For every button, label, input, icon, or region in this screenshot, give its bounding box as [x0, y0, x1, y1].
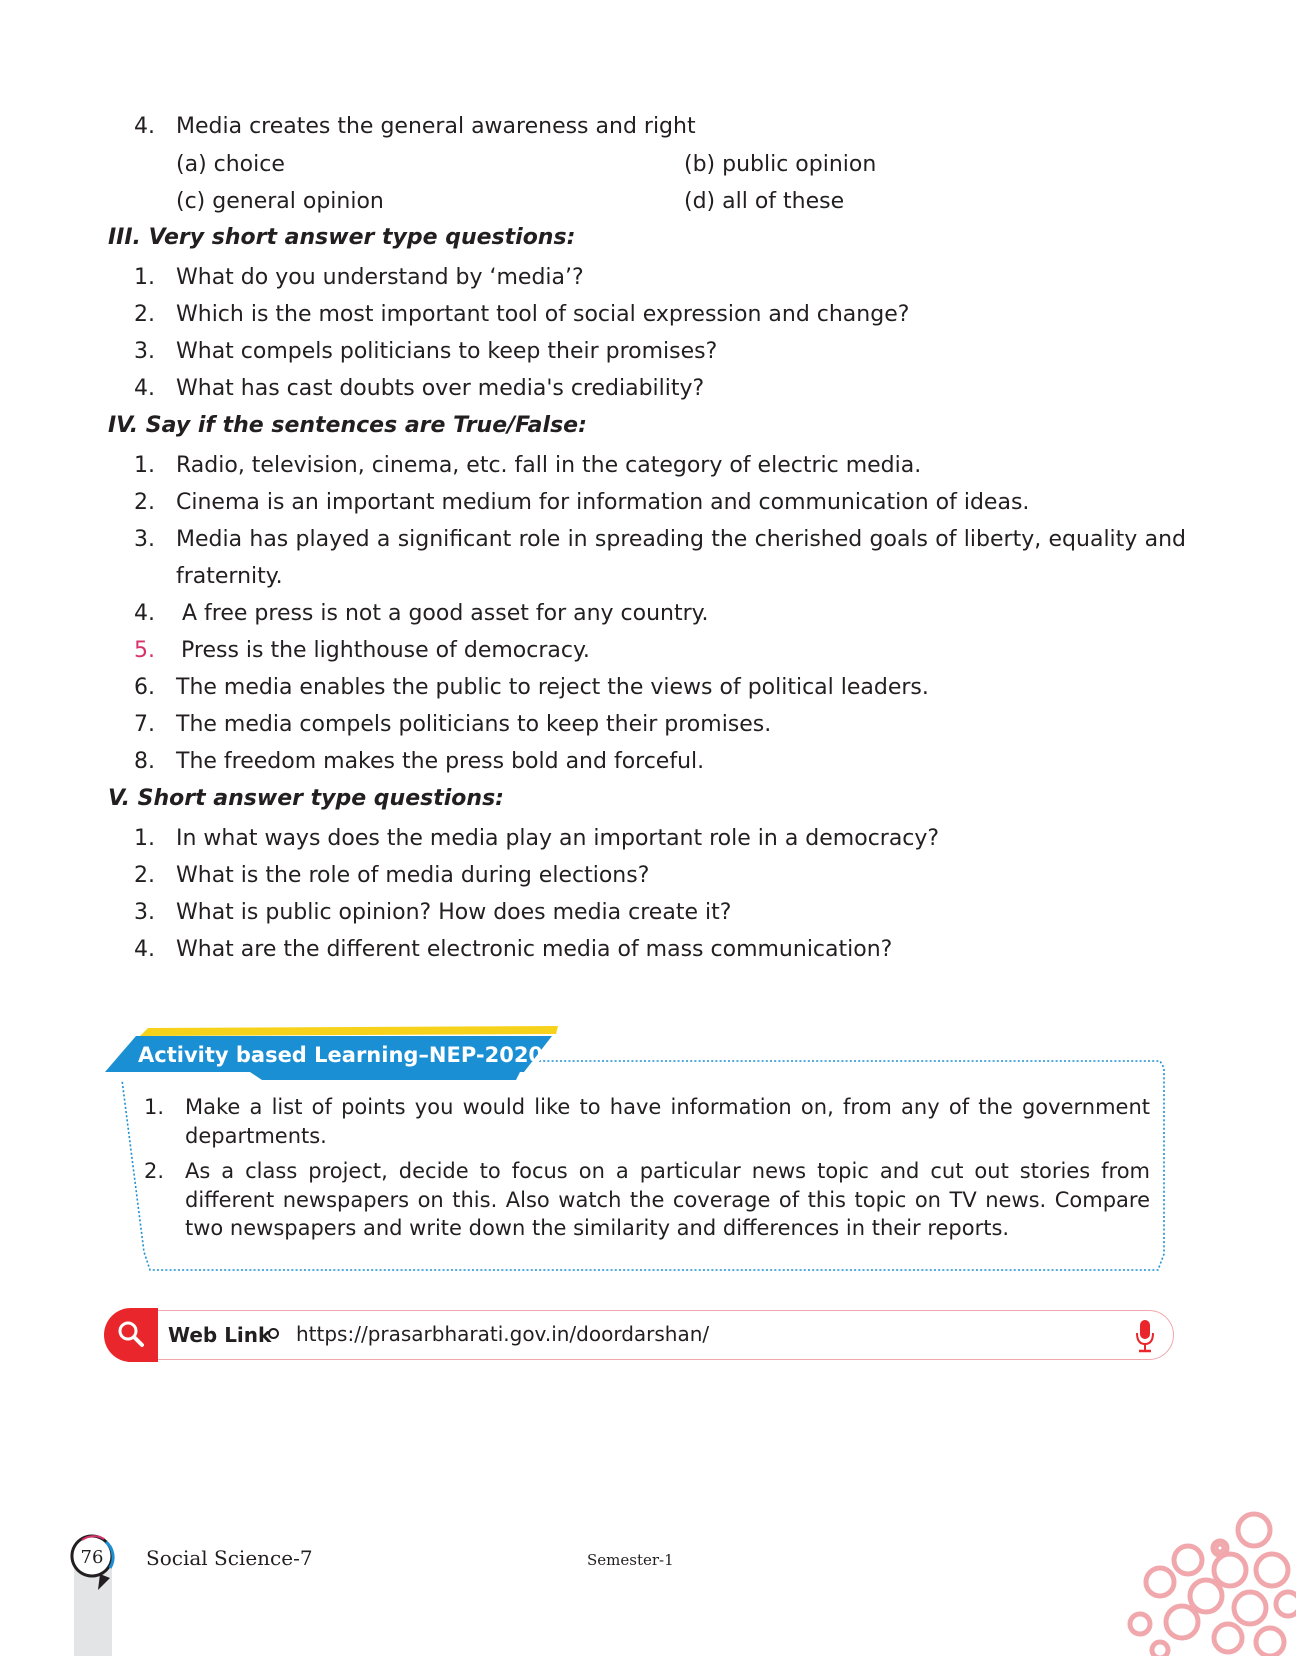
question-number: 4. [134, 114, 155, 139]
semester-label: Semester-1 [587, 1551, 674, 1569]
item-number: 2. [134, 302, 155, 327]
option-b: (b) public opinion [684, 152, 877, 177]
banner-yellow-stripe [140, 1026, 558, 1036]
page-number: 76 [80, 1547, 104, 1568]
item-number: 1. [134, 265, 155, 290]
search-badge [104, 1308, 158, 1362]
item-number: 4. [134, 376, 155, 401]
list-item [134, 931, 1186, 968]
item-text: What is public opinion? How does media create it? [176, 900, 732, 925]
item-text: Make a list of points you would like to have information on, from any of the government departments. [185, 1095, 1150, 1148]
mcq-question [134, 108, 1186, 145]
list-item [134, 484, 1186, 521]
item-text: Cinema is an important medium for information and communication of ideas. [176, 490, 1030, 515]
section-heading: IV. Say if the sentences are True/False: [108, 413, 587, 438]
item-text: In what ways does the media play an important role in a democracy? [176, 826, 940, 851]
banner-blue-tail [250, 1072, 520, 1080]
item-number: 1. [144, 1095, 165, 1119]
item-text: What compels politicians to keep their promises? [176, 339, 718, 364]
item-number: 7. [134, 712, 155, 737]
list-item [134, 743, 1186, 780]
web-link-url[interactable]: https://prasarbharati.gov.in/doordarshan/ [296, 1322, 710, 1346]
list-item [134, 521, 1186, 595]
activity-item [144, 1093, 1150, 1150]
item-number: 8. [134, 749, 155, 774]
microphone-icon[interactable] [1134, 1318, 1156, 1354]
bullet-circle-icon [268, 1328, 279, 1339]
item-text: As a class project, decide to focus on a particular news topic and cut out stories from different newspapers on this. Also watch the coverage of this topic on TV news. Compare two newspapers and write down the similarity and differences in their reports. [185, 1159, 1150, 1240]
item-text: What are the different electronic media of mass communication? [176, 937, 893, 962]
item-number: 2. [134, 863, 155, 888]
search-icon [104, 1308, 158, 1362]
item-number: 3. [134, 339, 155, 364]
item-number: 1. [134, 826, 155, 851]
book-title: Social Science-7 [146, 1546, 313, 1570]
section-heading: III. Very short answer type questions: [108, 225, 576, 250]
list-item [134, 333, 1186, 370]
item-text: The media enables the public to reject the views of political leaders. [176, 675, 929, 700]
option-d: (d) all of these [684, 189, 845, 214]
item-number: 3. [134, 900, 155, 925]
item-number: 2. [144, 1159, 165, 1183]
item-number: 3. [134, 527, 155, 552]
list-item [134, 857, 1186, 894]
list-item [134, 820, 1186, 857]
item-number: 4. [134, 601, 155, 626]
item-text: What do you understand by ‘media’? [176, 265, 584, 290]
item-number: 2. [134, 490, 155, 515]
list-item [134, 370, 1186, 407]
item-text: The media compels politicians to keep their promises. [176, 712, 772, 737]
item-text: Press is the lighthouse of democracy. [181, 638, 590, 663]
item-text: A free press is not a good asset for any country. [182, 601, 709, 626]
item-text: Media has played a significant role in spreading the cherished goals of liberty, equality and fraternity. [176, 527, 1186, 589]
item-text: What is the role of media during elections? [176, 863, 650, 888]
list-item [134, 447, 1186, 484]
item-text: What has cast doubts over media's crediability? [176, 376, 705, 401]
decorative-circles [1120, 1500, 1296, 1656]
question-text: Media creates the general awareness and right [176, 114, 696, 139]
item-number: 5. [134, 638, 155, 663]
option-c: (c) general opinion [176, 189, 384, 214]
option-a: (a) choice [176, 152, 285, 177]
web-link-label: Web Link [168, 1323, 272, 1347]
item-number: 1. [134, 453, 155, 478]
item-number: 6. [134, 675, 155, 700]
list-item [134, 706, 1186, 743]
list-item [134, 632, 1186, 669]
section-heading: V. Short answer type questions: [108, 786, 504, 811]
list-item [134, 296, 1186, 333]
list-item [134, 259, 1186, 296]
item-number: 4. [134, 937, 155, 962]
list-item [134, 894, 1186, 931]
list-item [134, 595, 1186, 632]
activity-title: Activity based Learning–NEP-2020 [138, 1043, 544, 1067]
item-text: Which is the most important tool of social expression and change? [176, 302, 910, 327]
list-item [134, 669, 1186, 706]
item-text: The freedom makes the press bold and forceful. [176, 749, 705, 774]
activity-item [144, 1157, 1150, 1243]
item-text: Radio, television, cinema, etc. fall in the category of electric media. [176, 453, 922, 478]
